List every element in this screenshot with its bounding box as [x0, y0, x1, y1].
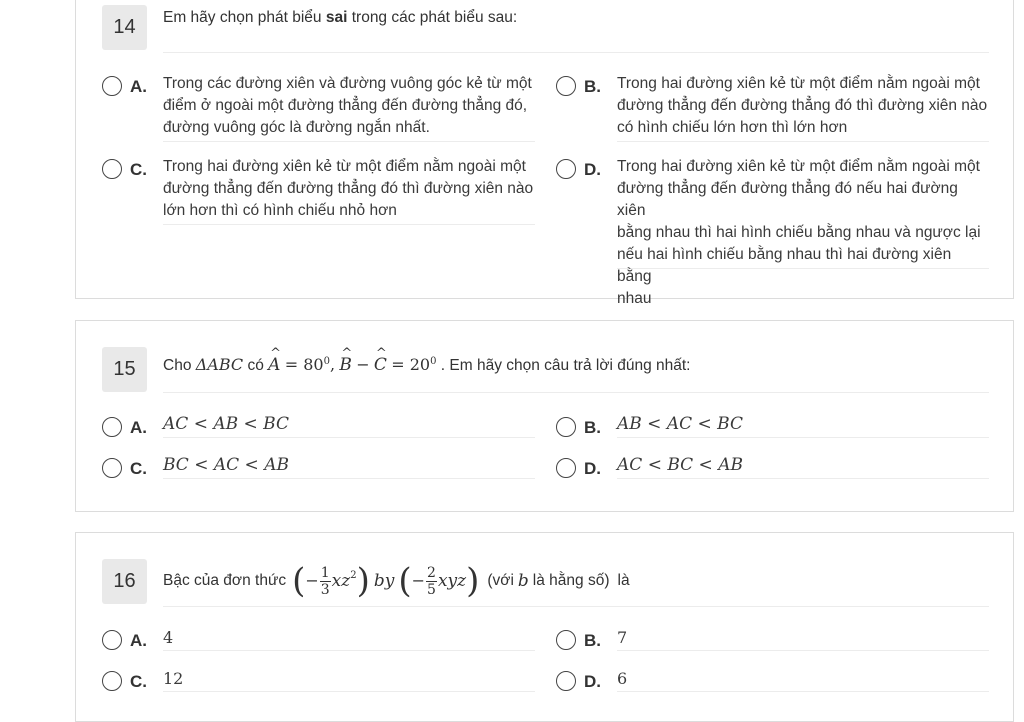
option-letter: C.	[130, 672, 147, 691]
option-letter: D.	[584, 672, 601, 691]
option-letter: B.	[584, 631, 601, 650]
radio-button-d[interactable]	[556, 159, 576, 179]
option-letter: D.	[584, 160, 601, 179]
radio-button-c[interactable]	[102, 671, 122, 691]
question-number: 15	[102, 347, 147, 392]
option-text: Trong các đường xiên và đường vuông góc kẻ từ một điểm ở ngoài một đường thẳng đến đường thẳng đó, đường vuông góc là đường ngắn nhất.	[163, 73, 535, 142]
radio-button-a[interactable]	[102, 417, 122, 437]
option-text: BC < AC < AB	[163, 454, 535, 479]
question-number: 14	[102, 5, 147, 50]
option-letter: C.	[130, 459, 147, 478]
option-letter: B.	[584, 418, 601, 437]
option-text: AC < BC < AB	[617, 454, 989, 479]
option-letter: C.	[130, 160, 147, 179]
option-text: 12	[163, 668, 535, 692]
option-text: 7	[617, 627, 989, 651]
radio-button-b[interactable]	[556, 630, 576, 650]
option-text: Trong hai đường xiên kẻ từ một điểm nằm ngoài một đường thẳng đến đường thẳng đó thì đường xiên nào có hình chiếu lớn hơn thì lớn hơn	[617, 73, 989, 142]
fraction: $\frac{1}{3}$	[320, 564, 330, 598]
radio-button-a[interactable]	[102, 76, 122, 96]
question-number: 16	[102, 559, 147, 604]
option-text: Trong hai đường xiên kẻ từ một điểm nằm ngoài một đường thẳng đến đường thẳng đó nếu hai đường xiên bằng nhau thì hai hình chiếu bằng nhau và ngược lại nếu hai hình chiếu bằng nhau thì hai đường xiên bằng nhau	[617, 156, 989, 269]
radio-button-d[interactable]	[556, 671, 576, 691]
question-prompt: Em hãy chọn phát biểu sai trong các phát biểu sau:	[163, 8, 989, 53]
option-text: Trong hai đường xiên kẻ từ một điểm nằm ngoài một đường thẳng đến đường thẳng đó thì đường xiên nào lớn hơn thì có hình chiếu nhỏ hơn	[163, 156, 535, 225]
option-letter: D.	[584, 459, 601, 478]
radio-button-b[interactable]	[556, 76, 576, 96]
radio-button-c[interactable]	[102, 458, 122, 478]
question-prompt: Cho ΔABC có ^ $A = 80^0$, ^ B − ^ $C = 20^0$ . Em hãy chọn câu trả lời đúng nhất:	[163, 345, 989, 393]
option-letter: A.	[130, 631, 147, 650]
option-letter: B.	[584, 77, 601, 96]
option-text: AC < AB < BC	[163, 413, 535, 438]
fraction: $\frac{2}{5}$	[427, 564, 436, 598]
radio-button-b[interactable]	[556, 417, 576, 437]
option-letter: A.	[130, 77, 147, 96]
radio-button-a[interactable]	[102, 630, 122, 650]
question-prompt: Bậc của đơn thức ( − $\frac{1}{3}$ xz $^2$ ) by ( − $\frac{2}{5}$ xyz ) (với b là hằng số) là	[163, 556, 989, 607]
radio-button-d[interactable]	[556, 458, 576, 478]
option-text: AB < AC < BC	[617, 413, 989, 438]
radio-button-c[interactable]	[102, 159, 122, 179]
option-text: 4	[163, 627, 535, 651]
option-text: 6	[617, 668, 989, 692]
option-letter: A.	[130, 418, 147, 437]
